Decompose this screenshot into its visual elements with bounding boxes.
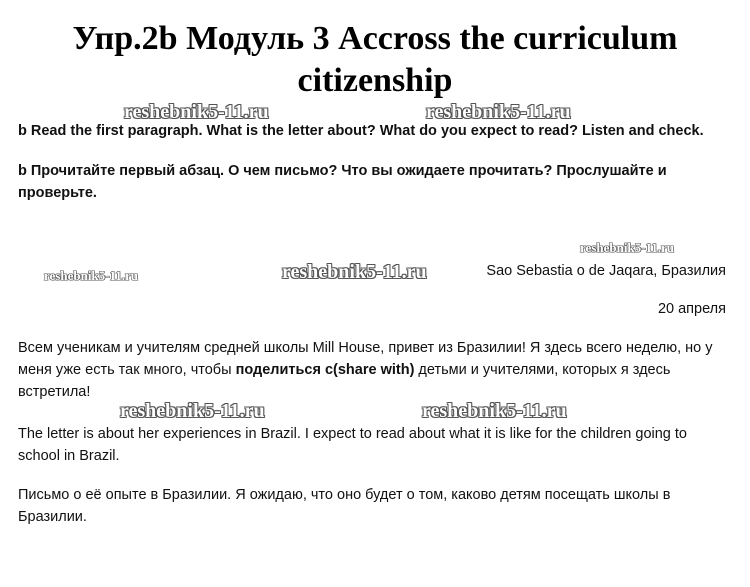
- watermark: reshebnik5-11.ru: [44, 268, 139, 283]
- page-title-line-2: citizenship: [297, 62, 453, 99]
- page-title: [0, 18, 750, 102]
- letter-body-highlight: поделиться с(share with): [235, 362, 415, 378]
- watermark: reshebnik5-11.ru: [120, 400, 265, 422]
- letter-date: 20 апреля: [657, 301, 726, 317]
- letter-body: [18, 337, 730, 403]
- answer-english: The letter is about her experiences in Brazil. I expect to read about what it is like for the children going to school in Brazil.: [18, 426, 687, 464]
- watermark: reshebnik5-11.ru: [426, 101, 571, 123]
- watermark: reshebnik5-11.ru: [124, 101, 269, 123]
- answer-russian: Письмо о её опыте в Бразилии. Я ожидаю, что оно будет о том, каково детям посещать школы в Бразилии.: [18, 487, 671, 525]
- letter-body-start: Всем ученикам и учителям средней школы Mill House, привет из Бразилии! Я здесь всего неделю, но у меня уже есть так много, чтобы: [18, 340, 713, 378]
- task-russian: b Прочитайте первый абзац. О чем письмо? Что вы ожидаете прочитать? Прослушайте и проверьте.: [18, 163, 667, 201]
- watermark: reshebnik5-11.ru: [580, 240, 675, 255]
- letter-body-end: детьми и учителями, которых я здесь встретила!: [18, 362, 671, 400]
- page-title-line-1: Упр.2b Модуль 3 Accross the curriculum: [72, 20, 678, 57]
- letter-place: Sao Sebastia o de Jaqara, Бразилия: [486, 263, 726, 279]
- watermark: reshebnik5-11.ru: [422, 400, 567, 422]
- task-english: b Read the first paragraph. What is the letter about? What do you expect to read? Listen and check.: [18, 123, 704, 139]
- watermark: reshebnik5-11.ru: [282, 261, 427, 283]
